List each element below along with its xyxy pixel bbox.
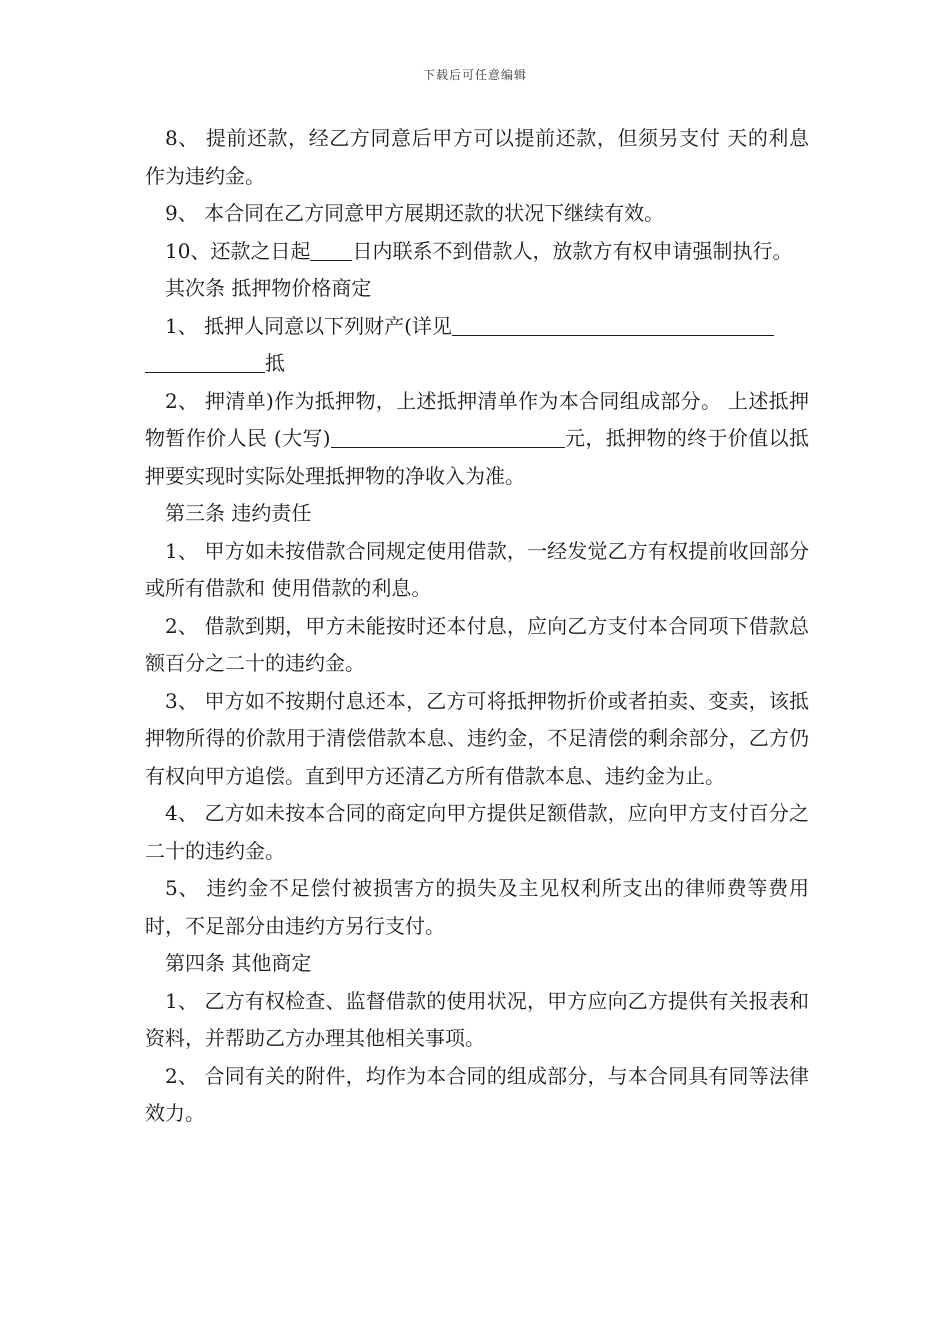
section-3-item-1: 1、 甲方如未按借款合同规定使用借款，一经发觉乙方有权提前收回部分或所有借款和 使用借款的利息。 [145, 538, 809, 600]
section-4-item-2: 2、 合同有关的附件，均作为本合同的组成部分，与本合同具有同等法律效力。 [145, 1063, 809, 1125]
section-3-item-4: 4、 乙方如未按本合同的商定向甲方提供足额借款，应向甲方支付百分之二十的违约金。 [145, 801, 809, 863]
fill-in-blank [331, 423, 565, 448]
fill-in-blank [145, 348, 265, 373]
clause-9: 9、 本合同在乙方同意甲方展期还款的状况下继续有效。 [165, 201, 665, 225]
section-4-title: 第四条 其他商定 [165, 951, 312, 975]
clause-10 [145, 233, 809, 271]
section-3-title: 第三条 违约责任 [165, 501, 312, 525]
fill-in-blank [310, 236, 352, 261]
section-2-item-1 [145, 308, 809, 383]
clause-10-start: 10、还款之日起 [165, 238, 311, 263]
document-body [145, 120, 809, 1133]
section-2-item-1-end: 抵 [265, 351, 285, 375]
section-2-item-2-start: 2、 押清单)作为抵押物，上述抵押清单作为本合同组成部分。 上述抵押物暂作价人民 (大写) [145, 388, 809, 450]
clause-10-end: 日内联系不到借款人，放款方有权申请强制执行。 [352, 238, 793, 263]
section-2-title: 其次条 抵押物价格商定 [165, 276, 372, 300]
section-3-item-2: 2、 借款到期，甲方未能按时还本付息，应向乙方支付本合同项下借款总额百分之二十的违约金。 [145, 613, 809, 675]
section-2-item-2-end: 元，抵押物的终于价值以抵押要实现时实际处理抵押物的净收入为准。 [145, 426, 810, 488]
section-2-item-1-start: 1、 抵押人同意以下列财产(详见 [165, 313, 452, 338]
section-3-item-3: 3、 甲方如不按期付息还本，乙方可将抵押物折价或者拍卖、变卖，该抵押物所得的价款用于清偿借款本息、违约金，不足清偿的剩余部分，乙方仍有权向甲方追偿。直到甲方还清乙方所有借款本息、违约金为止。 [145, 688, 809, 788]
section-4-item-1: 1、 乙方有权检查、监督借款的使用状况，甲方应向乙方提供有关报表和资料，并帮助乙方办理其他相关事项。 [145, 988, 809, 1050]
section-3-item-5: 5、 违约金不足偿付被损害方的损失及主见权利所支出的律师费等费用时，不足部分由违约方另行支付。 [145, 876, 809, 938]
section-2-item-2 [145, 383, 809, 496]
clause-8: 8、 提前还款，经乙方同意后甲方可以提前还款，但须另支付 天的利息作为违约金。 [145, 126, 809, 188]
page-header: 下载后可任意编辑 [422, 68, 527, 82]
fill-in-blank [452, 311, 774, 336]
